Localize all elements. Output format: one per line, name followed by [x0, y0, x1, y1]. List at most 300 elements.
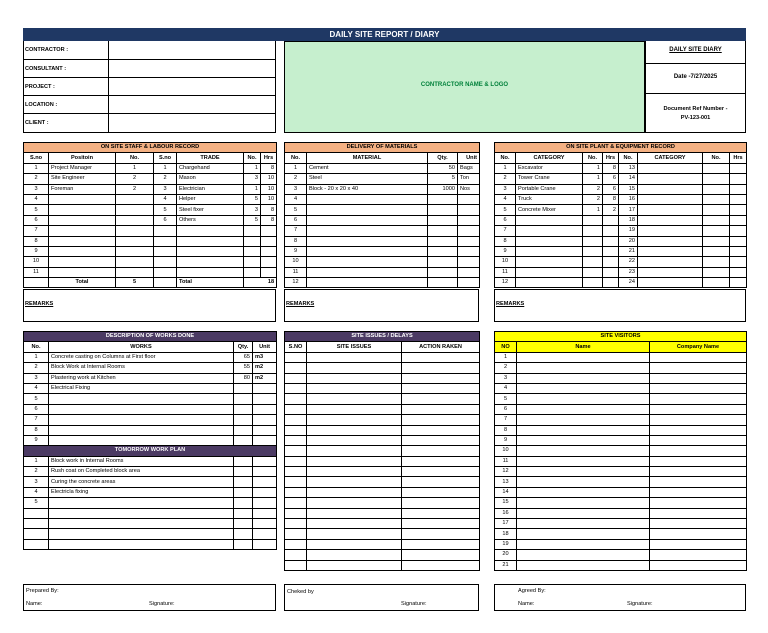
table-cell: 65	[234, 352, 253, 362]
table-cell	[638, 205, 703, 215]
table-cell	[516, 267, 583, 277]
table-cell: 50	[428, 163, 458, 173]
table-cell	[285, 529, 307, 539]
table-cell: 13	[619, 163, 638, 173]
table-cell	[650, 477, 747, 487]
table-row	[285, 487, 480, 497]
table-cell	[49, 226, 116, 236]
table-row	[495, 446, 747, 456]
table-cell	[650, 404, 747, 414]
table-cell	[253, 487, 277, 497]
table-cell: 3	[495, 184, 516, 194]
table-cell: 5	[244, 194, 261, 204]
table-cell: 1	[583, 174, 603, 184]
table-cell	[49, 267, 116, 277]
table-row	[24, 383, 277, 393]
table-cell	[517, 560, 650, 570]
table-cell	[517, 404, 650, 414]
tomorrow-section-title: TOMORROW WORK PLAN	[24, 446, 277, 456]
agreed-by-label: Agreed By:	[518, 588, 546, 594]
table-cell	[307, 560, 402, 570]
table-cell: 21	[495, 560, 517, 570]
table-cell	[650, 498, 747, 508]
table-cell	[234, 394, 253, 404]
table-cell	[234, 404, 253, 414]
table-cell	[730, 205, 747, 215]
table-cell	[428, 278, 458, 288]
table-cell	[49, 529, 234, 539]
table-row	[24, 529, 277, 539]
table-row	[24, 194, 277, 204]
table-row	[285, 550, 480, 560]
table-row	[285, 415, 480, 425]
table-cell	[638, 226, 703, 236]
table-cell	[253, 404, 277, 414]
table-cell: 2	[495, 174, 516, 184]
table-cell: 21	[619, 246, 638, 256]
table-row	[24, 487, 277, 497]
table-cell	[49, 194, 116, 204]
table-cell	[402, 560, 480, 570]
table-row	[24, 257, 277, 267]
table-cell: 1	[116, 163, 154, 173]
table-cell	[517, 550, 650, 560]
table-cell	[49, 539, 234, 549]
column-header: NO	[495, 342, 517, 352]
table-row	[24, 508, 277, 518]
table-cell	[517, 529, 650, 539]
table-cell	[703, 267, 730, 277]
checked-by-box	[284, 584, 479, 611]
table-row	[24, 174, 277, 184]
table-cell	[307, 194, 428, 204]
table-cell	[638, 194, 703, 204]
table-cell	[458, 257, 480, 267]
materials-table	[284, 142, 480, 288]
table-row	[285, 363, 480, 373]
table-cell	[285, 498, 307, 508]
table-cell: 1000	[428, 184, 458, 194]
table-cell	[307, 435, 402, 445]
table-cell: 11	[285, 267, 307, 277]
table-cell: 5	[24, 498, 49, 508]
table-cell	[285, 363, 307, 373]
table-cell: 5	[244, 215, 261, 225]
table-cell: Mason	[177, 174, 244, 184]
table-cell	[177, 257, 244, 267]
table-cell	[703, 184, 730, 194]
table-cell	[261, 246, 277, 256]
table-row	[24, 226, 277, 236]
table-cell	[458, 278, 480, 288]
table-cell	[234, 383, 253, 393]
table-cell: 17	[619, 205, 638, 215]
table-cell	[285, 487, 307, 497]
table-cell	[517, 373, 650, 383]
table-cell	[307, 446, 402, 456]
table-row	[285, 425, 480, 435]
table-cell	[49, 519, 234, 529]
table-cell	[285, 539, 307, 549]
table-cell: 14	[619, 174, 638, 184]
column-header: S.no	[154, 153, 177, 163]
table-cell	[234, 487, 253, 497]
table-cell: 55	[234, 363, 253, 373]
table-cell	[650, 383, 747, 393]
table-cell	[428, 215, 458, 225]
table-row	[495, 215, 747, 225]
table-cell: 3	[24, 184, 49, 194]
table-cell	[516, 226, 583, 236]
table-cell	[261, 226, 277, 236]
table-row	[495, 363, 747, 373]
table-cell	[638, 246, 703, 256]
staff-remarks-box	[23, 289, 276, 322]
table-cell: 1	[244, 163, 261, 173]
table-cell	[703, 163, 730, 173]
table-row	[285, 498, 480, 508]
table-cell: 5	[154, 205, 177, 215]
total-label: Total	[177, 278, 244, 288]
table-cell	[285, 383, 307, 393]
table-cell: 2	[583, 184, 603, 194]
table-cell	[307, 352, 402, 362]
table-cell	[402, 425, 480, 435]
table-row	[495, 205, 747, 215]
table-cell	[516, 278, 583, 288]
signature-label: Signature:	[401, 601, 427, 607]
table-cell	[49, 394, 234, 404]
table-cell: 80	[234, 373, 253, 383]
table-row	[495, 435, 747, 445]
table-cell	[638, 278, 703, 288]
table-cell	[730, 226, 747, 236]
column-header: S.no	[24, 153, 49, 163]
works-section-title: DESCRIPTION OF WORKS DONE	[24, 332, 277, 342]
table-cell	[307, 508, 402, 518]
table-cell	[116, 194, 154, 204]
table-cell: 13	[495, 477, 517, 487]
plant-remarks-box	[494, 289, 746, 322]
table-cell: 12	[495, 278, 516, 288]
table-cell	[307, 267, 428, 277]
table-cell	[261, 267, 277, 277]
prepared-by-box	[23, 584, 276, 611]
table-row	[285, 257, 480, 267]
table-cell	[402, 508, 480, 518]
table-cell	[307, 539, 402, 549]
table-cell	[49, 236, 116, 246]
table-cell	[583, 236, 603, 246]
table-row	[495, 394, 747, 404]
table-cell	[49, 246, 116, 256]
table-cell: Rush coat on Completed block area	[49, 467, 234, 477]
table-row	[495, 194, 747, 204]
table-cell	[177, 267, 244, 277]
table-cell: 3	[285, 184, 307, 194]
table-cell	[650, 425, 747, 435]
table-cell	[49, 257, 116, 267]
table-row	[24, 373, 277, 383]
table-cell: 5	[24, 394, 49, 404]
table-cell: 10	[24, 257, 49, 267]
materials-section-title: DELIVERY OF MATERIALS	[285, 143, 480, 153]
table-cell: 1	[583, 163, 603, 173]
table-row	[495, 467, 747, 477]
table-cell: 10	[261, 194, 277, 204]
column-header: No.	[495, 153, 516, 163]
table-cell	[234, 435, 253, 445]
table-cell: 8	[603, 163, 619, 173]
table-cell	[49, 425, 234, 435]
total-value: 18	[244, 278, 277, 288]
table-cell	[285, 550, 307, 560]
column-header: Positoin	[49, 153, 116, 163]
info-label: PROJECT :	[25, 84, 55, 90]
name-label: Name:	[26, 601, 43, 607]
table-cell: 12	[285, 278, 307, 288]
table-cell: Truck	[516, 194, 583, 204]
table-cell	[650, 550, 747, 560]
table-cell	[730, 163, 747, 173]
table-cell	[517, 394, 650, 404]
table-cell: 9	[24, 435, 49, 445]
table-cell	[402, 550, 480, 560]
table-cell: 2	[24, 363, 49, 373]
table-cell: 1	[24, 456, 49, 466]
table-cell	[458, 267, 480, 277]
table-row	[285, 194, 480, 204]
table-row	[285, 560, 480, 570]
table-cell	[402, 394, 480, 404]
report-date: Date -7/27/2025	[673, 74, 718, 80]
table-cell	[49, 205, 116, 215]
table-cell	[650, 352, 747, 362]
table-cell: 5	[495, 205, 516, 215]
table-row	[495, 498, 747, 508]
table-cell: 10	[495, 446, 517, 456]
table-row	[495, 352, 747, 362]
table-cell: Helper	[177, 194, 244, 204]
table-row	[24, 163, 277, 173]
table-cell	[650, 519, 747, 529]
table-cell	[307, 383, 402, 393]
table-cell	[253, 539, 277, 549]
table-row	[24, 205, 277, 215]
table-cell	[402, 456, 480, 466]
table-cell: 9	[285, 246, 307, 256]
table-cell: Electrician	[177, 184, 244, 194]
diary-title: DAILY SITE DIARY	[669, 47, 722, 53]
table-row	[24, 363, 277, 373]
table-cell: Tower Crane	[516, 174, 583, 184]
remarks-label: REMARKS	[25, 301, 54, 307]
column-header: CATEGORY	[516, 153, 583, 163]
table-cell: 10	[285, 257, 307, 267]
table-cell	[603, 267, 619, 277]
table-cell	[517, 446, 650, 456]
table-cell: 1	[495, 163, 516, 173]
table-cell	[307, 226, 428, 236]
docref-value: PV-123-001	[680, 115, 711, 121]
column-header: No.	[583, 153, 603, 163]
table-row	[495, 278, 747, 288]
table-row	[285, 383, 480, 393]
table-row	[495, 174, 747, 184]
column-header: CATEGORY	[638, 153, 703, 163]
info-label: LOCATION :	[25, 102, 58, 108]
table-cell	[603, 226, 619, 236]
table-cell: 18	[495, 529, 517, 539]
table-cell	[261, 257, 277, 267]
table-cell	[234, 498, 253, 508]
table-cell: Others	[177, 215, 244, 225]
table-cell	[517, 363, 650, 373]
contractor-logo-text: CONTRACTOR NAME & LOGO	[420, 82, 509, 88]
table-cell	[402, 352, 480, 362]
table-cell	[234, 508, 253, 518]
table-row	[285, 174, 480, 184]
column-header: No.	[285, 153, 307, 163]
table-cell: 19	[495, 539, 517, 549]
table-row	[24, 267, 277, 277]
table-cell	[154, 226, 177, 236]
visitors-section-title: SITE VISITORS	[495, 332, 747, 342]
column-header: ACTION RAKEN	[402, 342, 480, 352]
info-label: CONSULTANT :	[25, 66, 67, 72]
table-cell	[517, 352, 650, 362]
table-row	[285, 477, 480, 487]
table-cell: Excavator	[516, 163, 583, 173]
table-cell: 15	[495, 498, 517, 508]
table-cell	[307, 529, 402, 539]
table-cell: 11	[495, 456, 517, 466]
staff-labour-table	[23, 142, 277, 288]
table-cell	[253, 498, 277, 508]
table-cell	[307, 363, 402, 373]
table-cell: Concrete casting on Columns at First floor	[49, 352, 234, 362]
table-cell: 4	[285, 194, 307, 204]
table-row	[285, 467, 480, 477]
column-header: No.	[619, 153, 638, 163]
table-cell	[402, 383, 480, 393]
table-cell: 3	[154, 184, 177, 194]
table-cell	[402, 467, 480, 477]
table-cell: 11	[24, 267, 49, 277]
table-cell	[116, 226, 154, 236]
table-cell	[517, 425, 650, 435]
table-cell	[402, 404, 480, 414]
table-cell	[285, 352, 307, 362]
table-cell	[49, 415, 234, 425]
table-cell: 2	[603, 205, 619, 215]
table-cell	[703, 215, 730, 225]
table-cell	[428, 236, 458, 246]
table-cell	[285, 415, 307, 425]
column-header: Hrs	[730, 153, 747, 163]
table-cell: 10	[495, 257, 516, 267]
table-cell: 6	[285, 215, 307, 225]
table-cell	[307, 278, 428, 288]
table-cell	[253, 519, 277, 529]
table-cell	[516, 257, 583, 267]
table-cell: 20	[619, 236, 638, 246]
table-cell: 16	[619, 194, 638, 204]
table-cell: 7	[495, 226, 516, 236]
table-cell: 3	[244, 174, 261, 184]
table-cell: 3	[24, 373, 49, 383]
table-cell: 8	[24, 425, 49, 435]
table-row	[495, 425, 747, 435]
table-cell: 18	[619, 215, 638, 225]
table-cell	[650, 539, 747, 549]
table-cell	[285, 519, 307, 529]
table-row	[495, 508, 747, 518]
table-cell	[517, 467, 650, 477]
table-cell: 7	[285, 226, 307, 236]
table-cell	[49, 215, 116, 225]
table-cell	[285, 508, 307, 518]
table-cell	[244, 236, 261, 246]
table-cell	[307, 550, 402, 560]
table-cell	[234, 415, 253, 425]
table-cell	[24, 519, 49, 529]
table-cell	[517, 539, 650, 549]
table-cell	[650, 394, 747, 404]
plant-section-title: ON SITE PLANT & EQUIPMENT RECORD	[495, 143, 747, 153]
table-cell	[234, 519, 253, 529]
table-row	[495, 246, 747, 256]
table-cell	[244, 246, 261, 256]
table-cell: 5	[285, 205, 307, 215]
prepared-by-label: Prepared By:	[26, 588, 59, 594]
table-cell: 8	[261, 215, 277, 225]
table-cell	[285, 467, 307, 477]
column-header: TRADE	[177, 153, 244, 163]
table-cell	[402, 373, 480, 383]
table-row	[24, 425, 277, 435]
table-cell	[650, 415, 747, 425]
table-row	[285, 539, 480, 549]
table-cell	[583, 278, 603, 288]
table-row	[285, 184, 480, 194]
info-row	[23, 113, 276, 133]
table-cell	[428, 267, 458, 277]
table-cell: Chargehand	[177, 163, 244, 173]
table-cell	[703, 174, 730, 184]
table-cell	[253, 415, 277, 425]
table-cell	[517, 435, 650, 445]
table-cell	[234, 529, 253, 539]
table-cell	[49, 404, 234, 414]
total-value: 5	[116, 278, 154, 288]
table-cell	[402, 477, 480, 487]
table-row	[285, 446, 480, 456]
table-cell	[307, 477, 402, 487]
table-cell	[402, 539, 480, 549]
table-cell	[307, 236, 428, 246]
table-cell	[24, 529, 49, 539]
table-cell	[650, 560, 747, 570]
table-cell	[402, 498, 480, 508]
column-header: Hrs	[603, 153, 619, 163]
table-cell	[650, 435, 747, 445]
table-row	[24, 467, 277, 477]
table-cell: Portable Crane	[516, 184, 583, 194]
table-cell	[154, 236, 177, 246]
table-cell: Block work in Internal Rooms	[49, 456, 234, 466]
site-visitors-table	[494, 331, 747, 571]
